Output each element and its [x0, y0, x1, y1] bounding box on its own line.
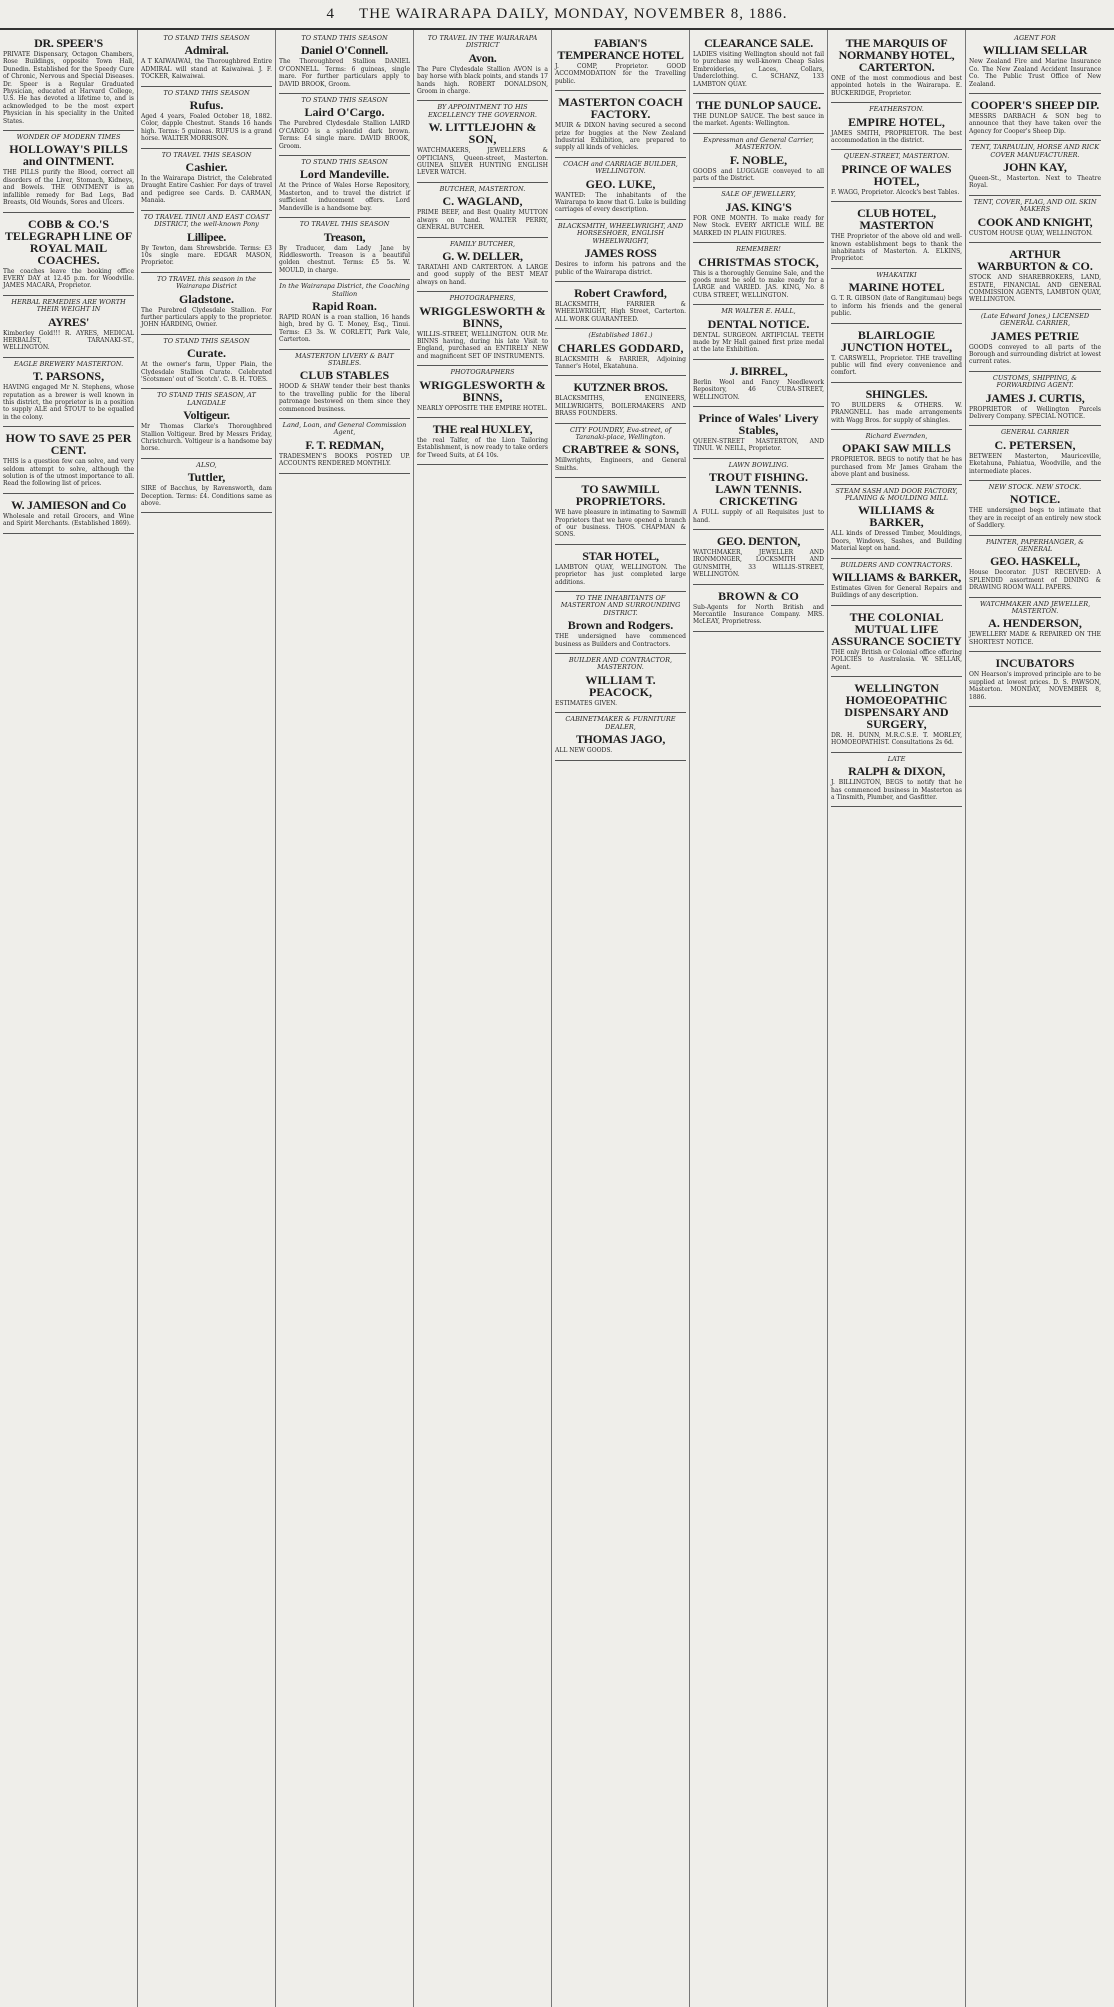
ad-body: STOCK AND SHAREBROKERS, LAND, ESTATE, FINANCIAL AND GENERAL COMMISSION AGENTS, LAMBTON QUAY, WELLINGTON. — [969, 274, 1101, 304]
ad-subheading: COACH and CARRIAGE BUILDER, WELLINGTON. — [563, 159, 678, 176]
advertisement — [555, 329, 686, 376]
ad-subheading: LATE — [887, 754, 906, 763]
advertisement — [969, 426, 1101, 481]
ad-heading: F. NOBLE, — [729, 152, 788, 167]
ad-heading: ARTHUR WARBURTON & CO. — [977, 247, 1093, 274]
advertisement — [417, 101, 548, 182]
advertisement — [555, 32, 686, 91]
advertisement — [555, 158, 686, 220]
ad-body: WATCHMAKER, JEWELLER AND IRONMONGER, LOCKSMITH AND GUNSMITH, 33 WILLIS-STREET, WELLINGTON. — [693, 549, 824, 579]
ad-body: Sub-Agents for North British and Mercantile Insurance Company. MRS. McLEAY, Proprietress. — [693, 603, 824, 626]
ad-subheading: TO STAND THIS SEASON — [301, 96, 388, 105]
columns — [0, 30, 1114, 2007]
ad-heading: JAMES ROSS — [584, 246, 657, 261]
ad-subheading: CITY FOUNDRY, Eva-street, of Taranaki-place, Wellington. — [569, 425, 672, 441]
ad-subheading: TO STAND THIS SEASON — [301, 34, 388, 42]
ad-heading: Brown and Rodgers. — [567, 618, 674, 633]
advertisement — [831, 150, 962, 202]
ad-heading: CRABTREE & SONS, — [561, 442, 680, 457]
ad-subheading: PHOTOGRAPHERS — [450, 368, 515, 377]
advertisement — [417, 292, 548, 366]
ad-body: BLACKSMITH & FARRIER, Adjoining Tanner's Hotel, Ekatahuna. — [555, 355, 686, 370]
ad-subheading: WATCHMAKER AND JEWELLER, MASTERTON. — [979, 599, 1091, 616]
ad-heading: MASTERTON COACH FACTORY. — [558, 95, 683, 122]
ad-heading: W. JAMIESON and Co — [11, 497, 126, 512]
ad-heading: Treason, — [323, 229, 366, 244]
ad-body: LADIES visiting Wellington should not fail to purchase my well-known Cheap Sales Embroideries, Laces, Collars, Underclothing. C. SCHANZ, 133 LAMBTON QUAY. — [693, 51, 824, 88]
ad-body: FOR ONE MONTH. To make ready for New Stock. EVERY ARTICLE WILL BE MARKED IN PLAIN FIGURES. — [693, 214, 824, 237]
ad-heading: AYRES' — [47, 314, 90, 329]
advertisement — [555, 282, 686, 329]
ad-heading: J. BIRREL, — [729, 363, 788, 378]
ad-subheading: EAGLE BREWERY MASTERTON. — [13, 359, 124, 368]
ad-subheading: SALE OF JEWELLERY, — [721, 190, 796, 199]
ad-body: ESTIMATES GIVEN. — [555, 699, 618, 707]
ad-body: Kimberley Gold!!! R. AYRES, MEDICAL HERBALIST, TARANAKI-ST., WELLINGTON. — [3, 329, 134, 352]
ad-body: ALL kinds of Dressed Timber, Mouldings, Doors, Windows, Sashes, and Building Material kept on hand. — [831, 530, 962, 553]
advertisement — [969, 652, 1101, 707]
ad-heading: BLAIRLOGIE JUNCTION HOTEL, — [840, 327, 953, 354]
advertisement — [141, 211, 272, 273]
ad-heading: T. PARSONS, — [32, 369, 105, 384]
ad-heading: WILLIAM T. PEACOCK, — [585, 672, 656, 699]
ad-subheading: TO STAND THIS SEASON, AT LANGDALE — [157, 391, 256, 407]
advertisement — [555, 424, 686, 479]
ad-body: J. COMP, Proprietor. GOOD ACCOMMODATION for the Travelling public. — [555, 63, 686, 85]
ad-subheading: WHAKATIKI — [876, 270, 917, 279]
ad-heading: NOTICE. — [1009, 492, 1061, 507]
advertisement — [555, 478, 686, 545]
ad-heading: HOLLOWAY'S PILLS and OINTMENT. — [9, 142, 128, 169]
ad-heading: WRIGGLESWORTH & BINNS, — [419, 303, 546, 330]
column-3 — [276, 30, 414, 2007]
ad-body: Berlin Wool and Fancy Needlework Repository, 46 CUBA-STREET, WELLINGTON. — [693, 378, 824, 401]
ad-subheading: TENT, TARPAULIN, HORSE AND RICK COVER MANUFACTURER. — [970, 143, 1100, 159]
ad-body: TARATAHI AND CARTERTON. A LARGE and good supply of the BEST MEAT always on hand. — [417, 263, 548, 286]
ad-heading: THE DUNLOP SAUCE. — [695, 98, 822, 113]
ad-body: MESSRS DARBACH & SON beg to announce that they have taken over the Agency for Cooper's Sheep Dip. — [969, 113, 1101, 135]
advertisement — [693, 32, 824, 94]
ad-subheading: TO TRAVEL IN THE WAIRARAPA DISTRICT — [427, 34, 538, 50]
ad-body: TO BUILDERS & OTHERS. W. PRANGNELL has made arrangements with Wagg Bros. for supply of shingles. — [831, 401, 962, 424]
ad-subheading: MASTERTON LIVERY & BAIT STABLES. — [295, 351, 394, 367]
ad-body: THE undersigned have commenced business as Builders and Contractors. — [555, 633, 686, 648]
ad-heading: A. HENDERSON, — [988, 616, 1082, 631]
ad-heading: STAR HOTEL, — [582, 548, 659, 563]
ad-body: At the owner's farm, Upper Plain, the Clydesdale Stallion Curate. Celebrated 'Scotsmen' out of 'Scotch'. C. B. H. TOES. — [141, 361, 272, 383]
ad-subheading: (Established 1861.) — [588, 331, 653, 340]
ad-heading: CLEARANCE SALE. — [704, 36, 813, 50]
ad-body: PROPRIETOR. BEGS to notify that he has purchased from Mr James Graham the above plant and business. — [831, 456, 962, 479]
ad-body: THE only British or Colonial office offering POLICIES to Australasia. W. SELLAR, Agent. — [831, 648, 962, 671]
ad-body: THIS is a question few can solve, and very seldom attempt to solve, although the solution is of the utmost importance to all. Read the following list of prices. — [3, 458, 134, 488]
ad-subheading: CUSTOMS, SHIPPING, & FORWARDING AGENT. — [992, 373, 1078, 390]
ad-heading: JOHN KAY, — [1003, 160, 1067, 175]
advertisement — [141, 335, 272, 390]
ad-subheading: AGENT FOR — [1014, 34, 1056, 42]
advertisement — [3, 494, 134, 534]
advertisement — [693, 407, 824, 459]
ad-heading: GEO. HASKELL, — [990, 554, 1080, 569]
ad-body: MUIR & DIXON having secured a second prize for buggies at the New Zealand Industrial Exhibition, are prepared to supply all kinds of vehicles. — [555, 122, 686, 152]
ad-body: PRIVATE Dispensary, Octagon Chambers, Rose Buildings, opposite Town Hall, Dunedin. Established for the Speedy Cure of Chronic, Nervous and Special Diseases. Dr. Speer is a Regular Graduated Physician, educated at Harvard College, U.S. He has devoted a lifetime to, and is acknowledged to be the most expert Physician in his speciality in the United States. — [3, 51, 134, 125]
ad-heading: JAMES PETRIE — [990, 328, 1080, 343]
ad-heading: MARINE HOTEL — [848, 280, 945, 295]
ad-subheading: Richard Evernden, — [865, 431, 928, 440]
advertisement — [969, 196, 1101, 243]
ad-body: RAPID ROAN is a roan stallion, 16 hands high, bred by G. T. Money, Esq., Tinui. Terms: £3 3s. W. CORLETT, Park Vale, Carterton. — [279, 313, 410, 344]
ad-heading: Rapid Roan. — [312, 298, 377, 313]
ad-body: Estimates Given for General Repairs and Buildings of any description. — [831, 585, 962, 600]
ad-subheading: TO TRAVEL this season in the Wairarapa District — [157, 274, 256, 291]
ad-body: A T KAIWAIWAI, the Thoroughbred Entire ADMIRAL will stand at Kaiwaiwai. J. F. TOCKER, Kaiwaiwai. — [141, 58, 272, 81]
ad-subheading: BUILDER AND CONTRACTOR, MASTERTON. — [568, 656, 673, 672]
ad-subheading: TO TRAVEL THIS SEASON — [299, 220, 390, 229]
ad-heading: WILLIAM SELLAR — [982, 43, 1088, 58]
advertisement — [969, 32, 1101, 94]
ad-heading: TROUT FISHING. LAWN TENNIS. CRICKETING — [708, 470, 809, 509]
advertisement — [693, 243, 824, 305]
ad-heading: WILLIAMS & BARKER, — [857, 503, 935, 530]
ad-body: the real Talfer, of the Lion Tailoring Establishment, is now ready to take orders for Tweed Suits, at £4 10s. — [417, 436, 548, 459]
ad-heading: THE COLONIAL MUTUAL LIFE ASSURANCE SOCIETY — [831, 609, 962, 648]
ad-body: ON Hearson's improved principle are to be supplied at lowest prices. D. S. PAWSON, Masterton. MONDAY, NOVEMBER 8, 1886. — [969, 671, 1101, 701]
ad-heading: Cashier. — [185, 160, 228, 175]
advertisement — [831, 677, 962, 753]
advertisement — [141, 273, 272, 335]
ad-heading: Prince of Wales' Livery Stables, — [698, 410, 819, 437]
advertisement — [279, 280, 410, 349]
ad-heading: F. T. REDMAN, — [305, 437, 384, 452]
ad-heading: OPAKI SAW MILLS — [842, 441, 951, 456]
ad-body: Queen-St., Masterton. Next to Theatre Royal. — [969, 175, 1101, 190]
ad-heading: EMPIRE HOTEL, — [848, 114, 945, 129]
ad-subheading: TO STAND THIS SEASON — [163, 34, 250, 42]
ad-subheading: MR WALTER E. HALL, — [721, 307, 796, 316]
ad-subheading: BLACKSMITH, WHEELWRIGHT, AND HORSESHOER, ENGLISH WHEELWRIGHT, — [557, 221, 684, 245]
ad-heading: INCUBATORS — [995, 656, 1075, 671]
ad-body: THE undersigned begs to intimate that they are in receipt of an entirely new stock of Saddlery. — [969, 507, 1101, 530]
ad-heading: WELLINGTON HOMOEOPATHIC DISPENSARY AND SURGERY, — [844, 681, 949, 732]
ad-body: GOODS and LUGGAGE conveyed to all parts of the District. — [693, 167, 824, 183]
advertisement — [3, 358, 134, 427]
ad-body: F. WAGG, Proprietor. Alcock's best Tables. — [831, 188, 960, 196]
ad-heading: HOW TO SAVE 25 PER CENT. — [5, 431, 132, 458]
ad-heading: PRINCE OF WALES HOTEL, — [841, 161, 952, 188]
ad-subheading: TO TRAVEL THIS SEASON — [161, 150, 252, 159]
advertisement — [279, 94, 410, 156]
ad-body: The Pure Clydesdale Stallion AVON is a bay horse with black points, and stands 17 hands high. ROBERT DONALDSON, Groom in charge. — [417, 65, 548, 96]
ad-heading: Lillipee. — [187, 229, 226, 244]
advertisement — [555, 91, 686, 158]
ad-subheading: QUEEN-STREET, MASTERTON. — [843, 152, 950, 161]
ad-body: ALL NEW GOODS. — [555, 747, 613, 755]
ad-subheading: BUILDERS AND CONTRACTORS. — [840, 560, 953, 569]
ad-body: THE PILLS purify the Blood, correct all disorders of the Liver, Stomach, Kidneys, and Bowels. THE OINTMENT is an infallible remedy for Bad Legs, Bad Breasts, Old Wounds, Sores and Ulcers. — [3, 169, 134, 207]
ad-heading: RALPH & DIXON, — [848, 764, 945, 779]
ad-body: WATCHMAKERS, JEWELLERS & OPTICIANS, Queen-street, Masterton. GUINEA SILVER HUNTING ENGLISH LEVER WATCH. — [417, 147, 548, 177]
advertisement — [693, 459, 824, 530]
advertisement — [417, 418, 548, 465]
ad-heading: COOPER'S SHEEP DIP. — [970, 98, 1100, 113]
ad-heading: JAS. KING'S — [725, 199, 792, 214]
advertisement — [417, 32, 548, 101]
ad-subheading: LAWN BOWLING. — [728, 460, 789, 469]
advertisement — [693, 585, 824, 632]
ad-body: New Zealand Fire and Marine Insurance Co. The New Zealand Accident Insurance Co. The Public Trust Office of New Zealand. — [969, 58, 1101, 88]
page-number: 4 — [326, 5, 336, 22]
ad-body: PROPRIETOR of Wellington Parcels Delivery Company. SPECIAL NOTICE. — [969, 405, 1101, 420]
advertisement — [831, 103, 962, 150]
ad-body: The Purebred Clydesdale Stallion LAIRD O'CARGO is a splendid dark brown. Terms: £4 single mare. DAVID BROOK, Groom. — [279, 120, 410, 150]
ad-heading: FABIAN'S TEMPERANCE HOTEL — [557, 36, 684, 62]
advertisement — [279, 218, 410, 280]
advertisement — [555, 545, 686, 592]
ad-body: In the Wairarapa District, the Celebrated Draught Entire Cashier. For days of travel and pedigree see Cards. D. CARMAN, Manaia. — [141, 175, 272, 205]
advertisement — [693, 530, 824, 585]
ad-body: LAMBTON QUAY, WELLINGTON. The proprietor has just completed large additions. — [555, 563, 686, 586]
ad-subheading: PHOTOGRAPHERS, — [449, 294, 516, 303]
ad-body: JAMES SMITH, PROPRIETOR. The best accommodation in the district. — [831, 129, 962, 145]
ad-body: DR. H. DUNN, M.R.C.S.E. T. MORLEY, HOMOEOPATHIST. Consultations 2s 6d. — [831, 732, 962, 747]
ad-heading: Tuttler, — [187, 470, 226, 485]
advertisement — [3, 32, 134, 131]
ad-body: By Tewton, dam Shrewsbride. Terms: £3 10s single mare. EDGAR MASON, Proprietor. — [141, 244, 272, 267]
advertisement — [831, 202, 962, 269]
ad-subheading: TENT, COVER, FLAG, AND OIL SKIN MAKERS — [973, 197, 1097, 214]
ad-subheading: In the Wairarapa District, the Coaching Stallion — [279, 282, 410, 298]
advertisement — [141, 87, 272, 149]
ad-subheading: FEATHERSTON. — [869, 105, 924, 114]
ad-heading: Lord Mandeville. — [299, 167, 390, 182]
ad-heading: Daniel O'Connell. — [301, 43, 388, 58]
ad-body: JEWELLERY MADE & REPAIRED ON THE SHORTEST NOTICE. — [969, 631, 1101, 646]
ad-body: G. T. R. GIBSON (late of Rangitumau) begs to inform his friends and the general public. — [831, 295, 962, 318]
newspaper-title: THE WAIRARAPA DAILY, MONDAY, NOVEMBER 8, 1886. — [359, 5, 788, 22]
advertisement — [417, 238, 548, 293]
ad-subheading: BY APPOINTMENT TO HIS EXCELLENCY THE GOVERNOR. — [428, 103, 537, 119]
advertisement — [831, 559, 962, 606]
ad-body: BLACKSMITH, FARRIER & WHEELWRIGHT, High Street, Carterton. ALL WORK GUARANTEED. — [555, 300, 686, 323]
ad-body: WANTED: The inhabitants of the Wairarapa to know that G. Luke is building carriages of every description. — [555, 191, 686, 214]
ad-subheading: CABINETMAKER & FURNITURE DEALER, — [565, 715, 676, 731]
ad-heading: Robert Crawford, — [574, 285, 667, 300]
ad-body: BETWEEN Masterton, Mauriceville, Eketahuna, Pahiatua, Woodville, and the intermediate places. — [969, 452, 1101, 475]
column-4 — [414, 30, 552, 2007]
ad-heading: G. W. DELLER, — [442, 248, 523, 263]
ad-heading: Voltigeur. — [183, 408, 230, 423]
advertisement — [969, 94, 1101, 141]
advertisement — [279, 32, 410, 94]
ad-heading: Avon. — [468, 50, 497, 65]
advertisement — [969, 598, 1101, 653]
ad-body: QUEEN-STREET MASTERTON, AND TINUI. W. NEILL, Proprietor. — [693, 437, 824, 453]
ad-heading: Curate. — [187, 346, 226, 361]
ad-body: GOODS conveyed to all parts of the Borough and surrounding district at lowest current rates. — [969, 343, 1101, 366]
ad-body: DENTAL SURGEON. ARTIFICIAL TEETH made by Mr Hall gained first prize medal at the late Exhibition. — [693, 331, 824, 354]
ad-heading: THE MARQUIS OF NORMANBY HOTEL, CARTERTON. — [838, 36, 955, 74]
advertisement — [831, 753, 962, 808]
advertisement — [555, 376, 686, 423]
advertisement — [279, 350, 410, 419]
advertisement — [693, 360, 824, 407]
ad-body: CUSTOM HOUSE QUAY, WELLINGTON. — [969, 229, 1093, 237]
ad-body: NEARLY OPPOSITE THE EMPIRE HOTEL. — [417, 404, 548, 412]
ad-subheading: REMEMBER! — [736, 245, 781, 254]
ad-heading: C. WAGLAND, — [442, 194, 523, 209]
ad-heading: W. LITTLEJOHN & SON, — [428, 120, 537, 147]
ad-body: SIRE of Bacchus, by Ravensworth, dam Deception. Terms: £4. Conditions same as above. — [141, 485, 272, 508]
ad-body: T. CARSWELL, Proprietor. THE travelling public will find every convenience and comfort. — [831, 354, 962, 377]
ad-body: Desires to inform his patrons and the public of the Wairarapa district. — [555, 261, 686, 276]
advertisement — [3, 213, 134, 296]
advertisement — [831, 32, 962, 103]
column-1 — [0, 30, 138, 2007]
ad-subheading: Expressman and General Carrier, MASTERTON. — [703, 135, 814, 152]
ad-subheading: ALSO, — [196, 460, 217, 469]
advertisement — [417, 366, 548, 418]
ad-subheading: TO STAND THIS SEASON — [301, 158, 388, 167]
ad-body: THE DUNLOP SAUCE. The best sauce in the market. Agents: Wellington. — [693, 113, 824, 128]
ad-body: J. BILLINGTON, BEGS to notify that he has commenced business in Masterton as a Tinsmith, Plumber, and Gasfitter. — [831, 779, 962, 802]
advertisement — [3, 427, 134, 494]
ad-subheading: Land, Loan, and General Commission Agent, — [282, 421, 407, 437]
ad-body: House Decorator. JUST RECEIVED: A SPLENDID assortment of DINING & DRAWING ROOM WALL PAPERS. — [969, 569, 1101, 592]
advertisement — [693, 94, 824, 134]
ad-heading: TO SAWMILL PROPRIETORS. — [575, 482, 666, 509]
ad-subheading: TO TRAVEL TINUI AND EAST COAST DISTRICT, the well-known Pony — [143, 212, 270, 229]
ad-heading: CHARLES GODDARD, — [557, 340, 684, 355]
ad-body: TRADESMEN'S BOOKS POSTED UP. ACCOUNTS RENDERED MONTHLY. — [279, 452, 410, 468]
column-7 — [828, 30, 966, 2007]
column-5 — [552, 30, 690, 2007]
advertisement — [693, 188, 824, 243]
ad-body: This is a thoroughly Genuine Sale, and the goods must be sold to make ready for a LARGE and VARIED. JAS. KING, No. 8 CUBA STREET, WELLINGTON. — [693, 269, 824, 299]
ad-heading: DENTAL NOTICE. — [707, 316, 810, 331]
ad-body: THE Proprietor of the above old and well-known establishment begs to thank the inhabitants of Masterton. A. ELKINS, Proprietor. — [831, 233, 962, 263]
ad-heading: Admiral. — [184, 43, 229, 58]
ad-body: The coaches leave the booking office EVERY DAY at 12.45 p.m. for Woodville. JAMES MACARA, Proprietor. — [3, 267, 134, 290]
advertisement — [831, 324, 962, 383]
ad-body: Wholesale and retail Grocers, and Wine and Spirit Merchants. (Established 1869). — [3, 512, 134, 528]
ad-subheading: TO STAND THIS SEASON — [163, 336, 250, 345]
ad-body: BLACKSMITHS, ENGINEERS, MILLWRIGHTS, BOILERMAKERS AND BRASS FOUNDERS. — [555, 395, 686, 418]
advertisement — [141, 32, 272, 87]
advertisement — [693, 305, 824, 360]
ad-body: ONE of the most commodious and best appointed hotels in the Wairarapa. E. BUCKERIDGE, Proprietor. — [831, 75, 962, 97]
ad-subheading: HERBAL REMEDIES ARE WORTH THEIR WEIGHT IN — [11, 297, 126, 314]
ad-heading: JAMES J. CURTIS, — [985, 390, 1085, 405]
ad-heading: Laird O'Cargo. — [304, 105, 385, 120]
advertisement — [831, 383, 962, 430]
column-2 — [138, 30, 276, 2007]
advertisement — [969, 372, 1101, 427]
ad-subheading: PAINTER, PAPERHANGER, & GENERAL — [985, 537, 1085, 554]
advertisement — [969, 481, 1101, 536]
ad-heading: DR. SPEER'S — [34, 36, 103, 50]
advertisement — [831, 485, 962, 559]
ad-subheading: GENERAL CARRIER — [1000, 428, 1069, 437]
ad-body: PRIME BEEF, and Best Quality MUTTON always on hand. WALTER PERRY, GENERAL BUTCHER. — [417, 209, 548, 232]
ad-heading: CHRISTMAS STOCK, — [698, 254, 819, 269]
ad-subheading: TO THE INHABITANTS OF MASTERTON AND SURROUNDING DISTRICT. — [560, 594, 681, 617]
ad-subheading: FAMILY BUTCHER, — [449, 239, 516, 248]
advertisement — [141, 149, 272, 211]
advertisement — [3, 131, 134, 212]
ad-heading: Gladstone. — [178, 291, 234, 306]
ad-subheading: (Late Edward Jones,) LICENSED GENERAL CARRIER, — [980, 311, 1090, 328]
ad-heading: CLUB HOTEL, MASTERTON — [857, 206, 936, 233]
ad-body: By Traducer, dam Lady Jane by Riddlesworth. Treason is a beautiful golden chestnut. Terms: £5 5s. W. MOULD, in charge. — [279, 244, 410, 274]
ad-heading: WRIGGLESWORTH & BINNS, — [419, 377, 546, 404]
ad-body: WILLIS-STREET, WELLINGTON. OUR Mr. BINNS having, during his late Visit to England, purchased an ENTIRELY NEW and magnificent SET OF INSTRUMENTS. — [417, 330, 548, 360]
ad-heading: SHINGLES. — [865, 386, 928, 401]
ad-body: Mr Thomas Clarke's Thoroughbred Stallion Voltigeur. Bred by Messrs Friday, Christchurch. Voltigeur is a handsome bay horse. — [141, 423, 272, 453]
advertisement — [555, 713, 686, 760]
ad-heading: COOK AND KNIGHT, — [977, 214, 1093, 229]
ad-body: At the Prince of Wales Horse Repository, Masterton, and to travel the district if sufficient inducement offers. Lord Mandeville is a handsome bay. — [279, 182, 410, 212]
ad-heading: CLUB STABLES — [299, 368, 390, 383]
ad-body: A FULL supply of all Requisites just to hand. — [693, 509, 824, 524]
ad-subheading: TO STAND THIS SEASON — [163, 88, 250, 97]
ad-heading: THE real HUXLEY, — [432, 421, 533, 436]
ad-body: WE have pleasure in intimating to Sawmill Proprietors that we have opened a branch of our business. THOS. CHAPMAN & SONS. — [555, 509, 686, 539]
ad-body: The Purebred Clydesdale Stallion. For further particulars apply to the proprietor. JOHN HARDING, Owner. — [141, 306, 272, 329]
advertisement — [831, 606, 962, 677]
advertisement — [555, 220, 686, 282]
advertisement — [831, 430, 962, 485]
ad-heading: Rufus. — [189, 98, 224, 113]
advertisement — [555, 592, 686, 654]
advertisement — [279, 419, 410, 474]
ad-heading: GEO. DENTON, — [716, 534, 801, 548]
ad-subheading: WONDER OF MODERN TIMES — [16, 133, 121, 142]
ad-body: HAVING engaged Mr N. Stephens, whose reputation as a brewer is well known in this district, the proprietor is in a position to supply ALE and STOUT to be equalled in the colony. — [3, 384, 134, 421]
masthead — [0, 0, 1114, 30]
ad-body: The Thoroughbred Stallion DANIEL O'CONNELL. Terms: 6 guineas, single mare. For further particulars apply to DAVID BROOK, Groom. — [279, 58, 410, 88]
ad-subheading: BUTCHER, MASTERTON. — [439, 184, 526, 193]
ad-body: Aged 4 years, Foaled October 18, 1882. Color, dapple Chestnut. Stands 16 hands high. Terms: 5 guineas. RUFUS is a grand horse. WALTER MORRISON. — [141, 113, 272, 143]
advertisement — [969, 243, 1101, 310]
advertisement — [969, 536, 1101, 598]
advertisement — [969, 141, 1101, 196]
ad-heading: GEO. LUKE, — [585, 176, 656, 191]
advertisement — [141, 459, 272, 514]
column-8 — [966, 30, 1104, 2007]
ad-heading: WILLIAMS & BARKER, — [832, 570, 961, 584]
advertisement — [279, 156, 410, 218]
ad-heading: COBB & CO.'S TELEGRAPH LINE OF ROYAL MAIL COACHES. — [4, 216, 133, 267]
ad-heading: BROWN & CO — [718, 588, 799, 603]
advertisement — [969, 310, 1101, 372]
ad-heading: C. PETERSEN, — [994, 437, 1076, 452]
ad-body: HOOD & SHAW tender their best thanks to the travelling public for the liberal patronage bestowed on them since they commenced business. — [279, 383, 410, 413]
advertisement — [141, 389, 272, 458]
ad-subheading: STEAM SASH AND DOOR FACTORY, PLANING & MOULDING MILL — [835, 486, 958, 502]
advertisement — [555, 654, 686, 713]
advertisement — [693, 134, 824, 189]
ad-body: Millwrights, Engineers, and General Smiths. — [555, 457, 686, 472]
ad-subheading: NEW STOCK. NEW STOCK. — [988, 483, 1082, 491]
column-6 — [690, 30, 828, 2007]
advertisement — [417, 183, 548, 238]
ad-heading: THOMAS JAGO, — [575, 732, 666, 747]
ad-heading: KUTZNER BROS. — [573, 380, 668, 395]
advertisement — [3, 296, 134, 358]
advertisement — [831, 269, 962, 324]
